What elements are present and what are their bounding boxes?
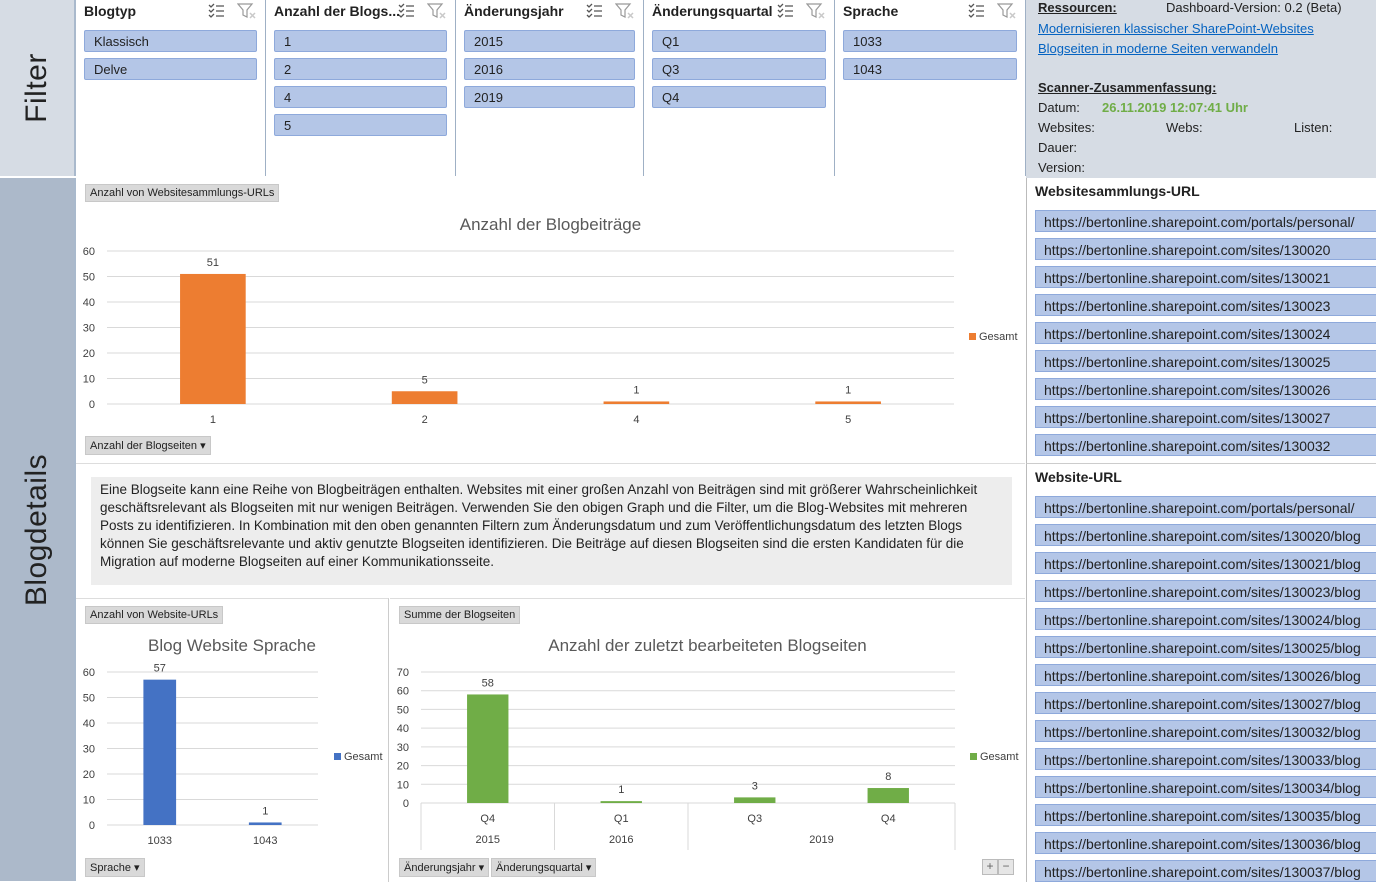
dropdown-arrow-icon: ▾	[478, 862, 485, 874]
site-collection-item[interactable]: https://bertonline.sharepoint.com/sites/130024	[1035, 322, 1376, 344]
legend-label: Gesamt	[979, 331, 1018, 343]
slicer-item[interactable]: 1043	[843, 58, 1017, 80]
legend-label: Gesamt	[344, 751, 383, 763]
collapse-minus-icon[interactable]: −	[998, 859, 1014, 875]
slicer-item[interactable]: 1033	[843, 30, 1017, 52]
blogdetails-band-label: Blogdetails	[20, 453, 53, 606]
y-tick-label: 60	[82, 246, 95, 258]
slicer-3	[644, 0, 835, 176]
data-label: 1	[618, 784, 625, 797]
slicer-toolbar	[776, 2, 826, 20]
info-panel	[1026, 0, 1376, 178]
y-tick-label: 50	[82, 271, 95, 284]
bar	[180, 274, 246, 404]
description-text: Eine Blogseite kann eine Reihe von Blogbeiträgen enthalten. Websites mit einer großen Anzahl von Beiträgen sind mit größerer Wahrscheinlichkeit geschäftsrelevant als Blogseiten mit nur wenigen Beiträgen. Verwenden Sie den obigen Graph und die Filter, um die Blog-Websites mit mehreren Posts zu identifizieren. In Kombination mit den oben genannten Filtern zum Änderungsdatum und zum Veröffentlichungsdatum des letzten Blogs können Sie geschäftsrelevante und aktiv genutzte Blogseiten identifizieren. Die Beiträge auf diesen Blogseiten sind die ersten Kandidaten für die Migration auf moderne Blogseiten auf einer Kommunikationsseite.	[91, 477, 1012, 585]
slicer-title: Änderungsjahr	[464, 3, 564, 19]
data-label: 5	[421, 374, 428, 387]
legend-label: Gesamt	[980, 751, 1019, 763]
site-url-item[interactable]: https://bertonline.sharepoint.com/sites/130033/blog	[1035, 748, 1376, 770]
site-collection-item[interactable]: https://bertonline.sharepoint.com/sites/130020	[1035, 238, 1376, 260]
multi-select-icon[interactable]	[207, 2, 225, 20]
x-tick-label: 1	[209, 414, 216, 426]
chart1-svg	[76, 178, 1025, 463]
y-tick-label: 10	[82, 794, 95, 807]
site-url-item[interactable]: https://bertonline.sharepoint.com/sites/130023/blog	[1035, 580, 1376, 602]
multi-select-icon[interactable]	[776, 2, 794, 20]
site-url-item[interactable]: https://bertonline.sharepoint.com/portals/personal/	[1035, 496, 1376, 518]
site-url-item[interactable]: https://bertonline.sharepoint.com/sites/130027/blog	[1035, 692, 1376, 714]
slicer-toolbar	[207, 2, 257, 20]
bar	[601, 801, 642, 803]
x-tick-label: 2	[421, 414, 428, 426]
bar	[604, 401, 670, 404]
site-url-item[interactable]: https://bertonline.sharepoint.com/sites/130024/blog	[1035, 608, 1376, 630]
slicer-item[interactable]: Delve	[84, 58, 257, 80]
chart3-axis-field2: Änderungsquartal	[496, 862, 583, 874]
y-tick-label: 10	[396, 779, 409, 792]
chart1-value-field[interactable]: Anzahl von Websitesammlungs-URLs	[85, 184, 279, 202]
y-tick-label: 30	[396, 741, 409, 754]
site-collection-item[interactable]: https://bertonline.sharepoint.com/portals/personal/	[1035, 210, 1376, 232]
site-collection-item[interactable]: https://bertonline.sharepoint.com/sites/130027	[1035, 406, 1376, 428]
clear-filter-icon[interactable]	[427, 2, 447, 20]
group-label: 2015	[475, 834, 500, 846]
y-tick-label: 30	[82, 743, 95, 756]
multi-select-icon[interactable]	[967, 2, 985, 20]
y-tick-label: 20	[396, 760, 409, 773]
chart3-axis-field1: Änderungsjahr	[404, 862, 476, 874]
x-tick-label: 4	[633, 414, 640, 426]
data-label: 1	[845, 384, 852, 397]
dropdown-arrow-icon: ▾	[134, 862, 140, 874]
expand-plus-icon[interactable]: +	[982, 859, 998, 875]
site-collection-item[interactable]: https://bertonline.sharepoint.com/sites/130023	[1035, 294, 1376, 316]
slicer-item[interactable]: 1	[274, 30, 447, 52]
duration-label: Dauer:	[1038, 140, 1078, 155]
chart2-svg	[76, 598, 388, 881]
site-collection-item[interactable]: https://bertonline.sharepoint.com/sites/130026	[1035, 378, 1376, 400]
slicer-0	[76, 0, 266, 176]
y-tick-label: 20	[82, 348, 95, 360]
slicer-title: Blogtyp	[84, 3, 137, 19]
slicer-2	[456, 0, 644, 176]
legend-swatch	[334, 753, 341, 760]
slicer-title: Anzahl der Blogs...	[274, 3, 401, 19]
y-tick-label: 60	[82, 667, 95, 679]
clear-filter-icon[interactable]	[997, 2, 1017, 20]
slicer-item[interactable]: Q4	[652, 86, 826, 108]
slicer-toolbar	[397, 2, 447, 20]
chart1-title: Anzahl der Blogbeiträge	[459, 215, 642, 234]
link-blog-transform[interactable]: Blogseiten in moderne Seiten verwandeln	[1038, 41, 1278, 56]
site-url-item[interactable]: https://bertonline.sharepoint.com/sites/130025/blog	[1035, 636, 1376, 658]
group-label: 2016	[609, 834, 634, 846]
bar	[467, 694, 508, 803]
site-url-title: Website-URL	[1035, 469, 1122, 485]
webs-label: Webs:	[1166, 120, 1203, 135]
site-url-item[interactable]: https://bertonline.sharepoint.com/sites/130021/blog	[1035, 552, 1376, 574]
site-collection-item[interactable]: https://bertonline.sharepoint.com/sites/130021	[1035, 266, 1376, 288]
bar	[249, 822, 282, 825]
x-tick-label: Q3	[747, 813, 763, 825]
lists-label: Listen:	[1294, 120, 1333, 135]
dashboard-version: Dashboard-Version: 0.2 (Beta)	[1166, 0, 1342, 15]
y-tick-label: 40	[82, 297, 95, 309]
data-label: 3	[751, 780, 758, 793]
legend-swatch	[969, 333, 976, 340]
slicer-1	[266, 0, 456, 176]
site-collection-item[interactable]: https://bertonline.sharepoint.com/sites/130025	[1035, 350, 1376, 372]
websites-label: Websites:	[1038, 120, 1095, 135]
date-value: 26.11.2019 12:07:41 Uhr	[1102, 100, 1248, 115]
slicer-toolbar	[967, 2, 1017, 20]
chart3-title: Anzahl der zuletzt bearbeiteten Blogseiten	[548, 636, 867, 655]
site-url-item[interactable]: https://bertonline.sharepoint.com/sites/130035/blog	[1035, 804, 1376, 826]
slicer-title: Sprache	[843, 3, 899, 19]
chart2-title: Blog Website Sprache	[148, 636, 316, 655]
x-tick-label: Q4	[880, 813, 896, 825]
clear-filter-icon[interactable]	[615, 2, 635, 20]
multi-select-icon[interactable]	[585, 2, 603, 20]
legend-swatch	[970, 753, 977, 760]
data-label: 51	[206, 256, 219, 269]
y-tick-label: 0	[88, 399, 95, 411]
resources-label: Ressourcen:	[1038, 0, 1117, 15]
site-url-item[interactable]: https://bertonline.sharepoint.com/sites/130034/blog	[1035, 776, 1376, 798]
site-url-item[interactable]: https://bertonline.sharepoint.com/sites/130036/blog	[1035, 832, 1376, 854]
bar	[815, 401, 881, 404]
site-collection-slicer	[1026, 178, 1376, 463]
y-tick-label: 20	[82, 769, 95, 781]
x-tick-label: Q4	[480, 813, 496, 825]
slicer-item[interactable]: Q1	[652, 30, 826, 52]
data-label: 1	[262, 805, 269, 818]
data-label: 58	[481, 677, 494, 690]
slicer-title: Änderungsquartal	[652, 3, 773, 19]
data-label: 1	[633, 384, 640, 397]
x-tick-label: Q1	[613, 813, 629, 825]
multi-select-icon[interactable]	[397, 2, 415, 20]
y-tick-label: 60	[396, 685, 409, 698]
site-url-item[interactable]: https://bertonline.sharepoint.com/sites/130037/blog	[1035, 860, 1376, 882]
y-tick-label: 70	[396, 667, 409, 679]
y-tick-label: 50	[396, 704, 409, 717]
bar	[143, 680, 176, 825]
slicer-item[interactable]: 2	[274, 58, 447, 80]
y-tick-label: 30	[82, 322, 95, 335]
site-collection-title: Websitesammlungs-URL	[1035, 183, 1200, 199]
chart3-value-field[interactable]: Summe der Blogseiten	[399, 606, 520, 624]
group-label: 2019	[809, 834, 834, 846]
date-label: Datum:	[1038, 100, 1080, 115]
clear-filter-icon[interactable]	[806, 2, 826, 20]
y-tick-label: 40	[82, 718, 95, 730]
slicer-item[interactable]: 4	[274, 86, 447, 108]
data-label: 57	[153, 662, 166, 675]
data-label: 8	[885, 771, 892, 784]
slicer-item[interactable]: 2016	[464, 58, 635, 80]
chart2-axis-field: Sprache	[90, 862, 131, 874]
site-url-slicer	[1026, 463, 1376, 882]
y-tick-label: 10	[82, 373, 95, 386]
dropdown-arrow-icon: ▾	[585, 862, 592, 874]
slicer-4	[835, 0, 1026, 176]
site-url-item[interactable]: https://bertonline.sharepoint.com/sites/130026/blog	[1035, 664, 1376, 686]
x-tick-label: 1033	[147, 835, 172, 847]
link-modernize-sites[interactable]: Modernisieren klassischer SharePoint-Websites	[1038, 21, 1314, 36]
slicer-item[interactable]: 2019	[464, 86, 635, 108]
slicer-item[interactable]: Q3	[652, 58, 826, 80]
x-tick-label: 5	[845, 414, 852, 426]
slicer-item[interactable]: 2015	[464, 30, 635, 52]
bar	[734, 797, 775, 803]
slicer-item[interactable]: 5	[274, 114, 447, 136]
version-label: Version:	[1038, 160, 1085, 175]
site-collection-item[interactable]: https://bertonline.sharepoint.com/sites/130032	[1035, 434, 1376, 456]
dropdown-arrow-icon: ▾	[200, 440, 206, 452]
chart2-value-field[interactable]: Anzahl von Website-URLs	[85, 606, 223, 624]
bar	[868, 788, 909, 803]
y-tick-label: 0	[402, 798, 409, 810]
site-url-item[interactable]: https://bertonline.sharepoint.com/sites/130020/blog	[1035, 524, 1376, 546]
summary-label: Scanner-Zusammenfassung:	[1038, 80, 1217, 95]
slicer-toolbar	[585, 2, 635, 20]
blogdetails-band	[0, 178, 76, 881]
chart1-axis-field: Anzahl der Blogseiten	[90, 440, 198, 452]
clear-filter-icon[interactable]	[237, 2, 257, 20]
y-tick-label: 40	[396, 723, 409, 736]
filter-band-label: Filter	[20, 53, 53, 123]
x-tick-label: 1043	[253, 835, 278, 847]
y-tick-label: 0	[88, 820, 95, 832]
chart3-svg	[390, 598, 1025, 881]
filter-band	[0, 0, 76, 176]
slicer-item[interactable]: Klassisch	[84, 30, 257, 52]
bar	[392, 391, 458, 404]
y-tick-label: 50	[82, 692, 95, 705]
site-url-item[interactable]: https://bertonline.sharepoint.com/sites/130032/blog	[1035, 720, 1376, 742]
